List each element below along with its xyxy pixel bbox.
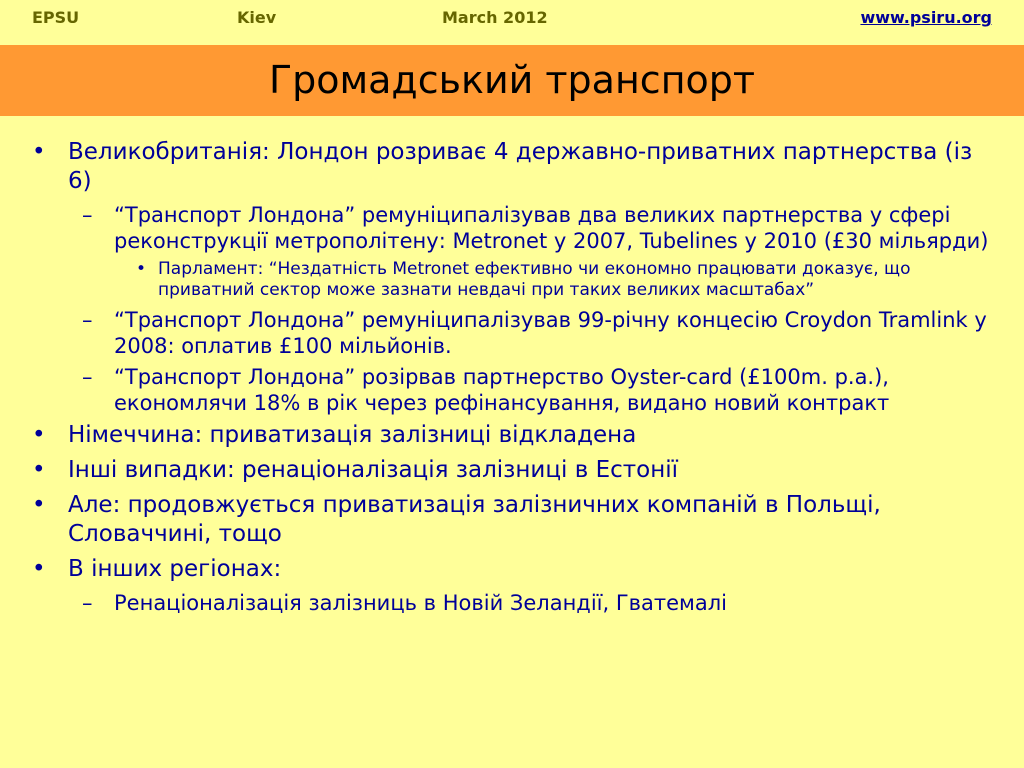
- bullet-icon: •: [136, 259, 147, 279]
- dash-icon: –: [82, 308, 93, 332]
- bullet-uk: [0, 138, 1024, 196]
- header-city: Kiev: [237, 8, 277, 27]
- sub-bullet-text: “Транспорт Лондона” розірвав партнерство Oyster-card (£100m. р.а.), економлячи 18% в рік через рефінансування, видано новий контракт: [114, 365, 890, 415]
- bullet-text: Але: продовжується приватизація залізничних компаній в Польщі, Словаччині, тощо: [68, 492, 881, 547]
- sub-bullet-oyster: [0, 364, 1024, 416]
- dash-icon: –: [82, 365, 93, 389]
- slide-title: Громадський транспорт: [268, 58, 756, 102]
- dash-icon: –: [82, 203, 93, 227]
- sub-bullet-metronet: [0, 202, 1024, 254]
- dash-icon: –: [82, 591, 93, 615]
- bullet-icon: •: [32, 422, 46, 448]
- bullet-icon: •: [32, 492, 46, 518]
- header-date: March 2012: [442, 8, 548, 27]
- sub-bullet-text: Ренаціоналізація залізниць в Новій Зеландії, Гватемалі: [114, 591, 728, 615]
- sub-bullet-text: “Транспорт Лондона” ремуніципалізував 99-річну концесію Croydon Tramlink у 2008: оплатив £100 мільйонів.: [114, 308, 987, 358]
- bullet-text: Інші випадки: ренаціоналізація залізниці в Естонії: [68, 457, 679, 483]
- header-bar: [0, 0, 1024, 44]
- bullet-icon: •: [32, 139, 46, 165]
- bullet-other-regions: [0, 555, 1024, 584]
- bullet-other-cases: [0, 456, 1024, 485]
- sub-bullet-tramlink: [0, 307, 1024, 359]
- bullet-icon: •: [32, 457, 46, 483]
- sub-bullet-text: “Транспорт Лондона” ремуніципалізував два великих партнерства у сфері реконструкції метрополітену: Metronet у 2007, Tubelines у 2010 (£30 мільярди): [114, 203, 989, 253]
- bullet-but: [0, 491, 1024, 549]
- header-org: EPSU: [32, 8, 80, 27]
- header-url-link[interactable]: www.psiru.org: [860, 8, 992, 27]
- bullet-text: Німеччина: приватизація залізниці відкладена: [68, 422, 637, 448]
- bullet-germany: [0, 421, 1024, 450]
- slide-content: [0, 138, 1024, 621]
- sub-sub-bullet-text: Парламент: “Нездатність Metronet ефективно чи економно працювати доказує, що приватний сектор може зазнати невдачі при таких великих масштабах”: [158, 259, 911, 300]
- sub-sub-bullet-parliament: [0, 259, 1024, 301]
- bullet-text: Великобританія: Лондон розриває 4 державно-приватних партнерства (із 6): [68, 139, 973, 194]
- bullet-text: В інших регіонах:: [68, 556, 282, 582]
- bullet-icon: •: [32, 556, 46, 582]
- sub-bullet-nz-guatemala: [0, 590, 1024, 616]
- title-band: [0, 45, 1024, 116]
